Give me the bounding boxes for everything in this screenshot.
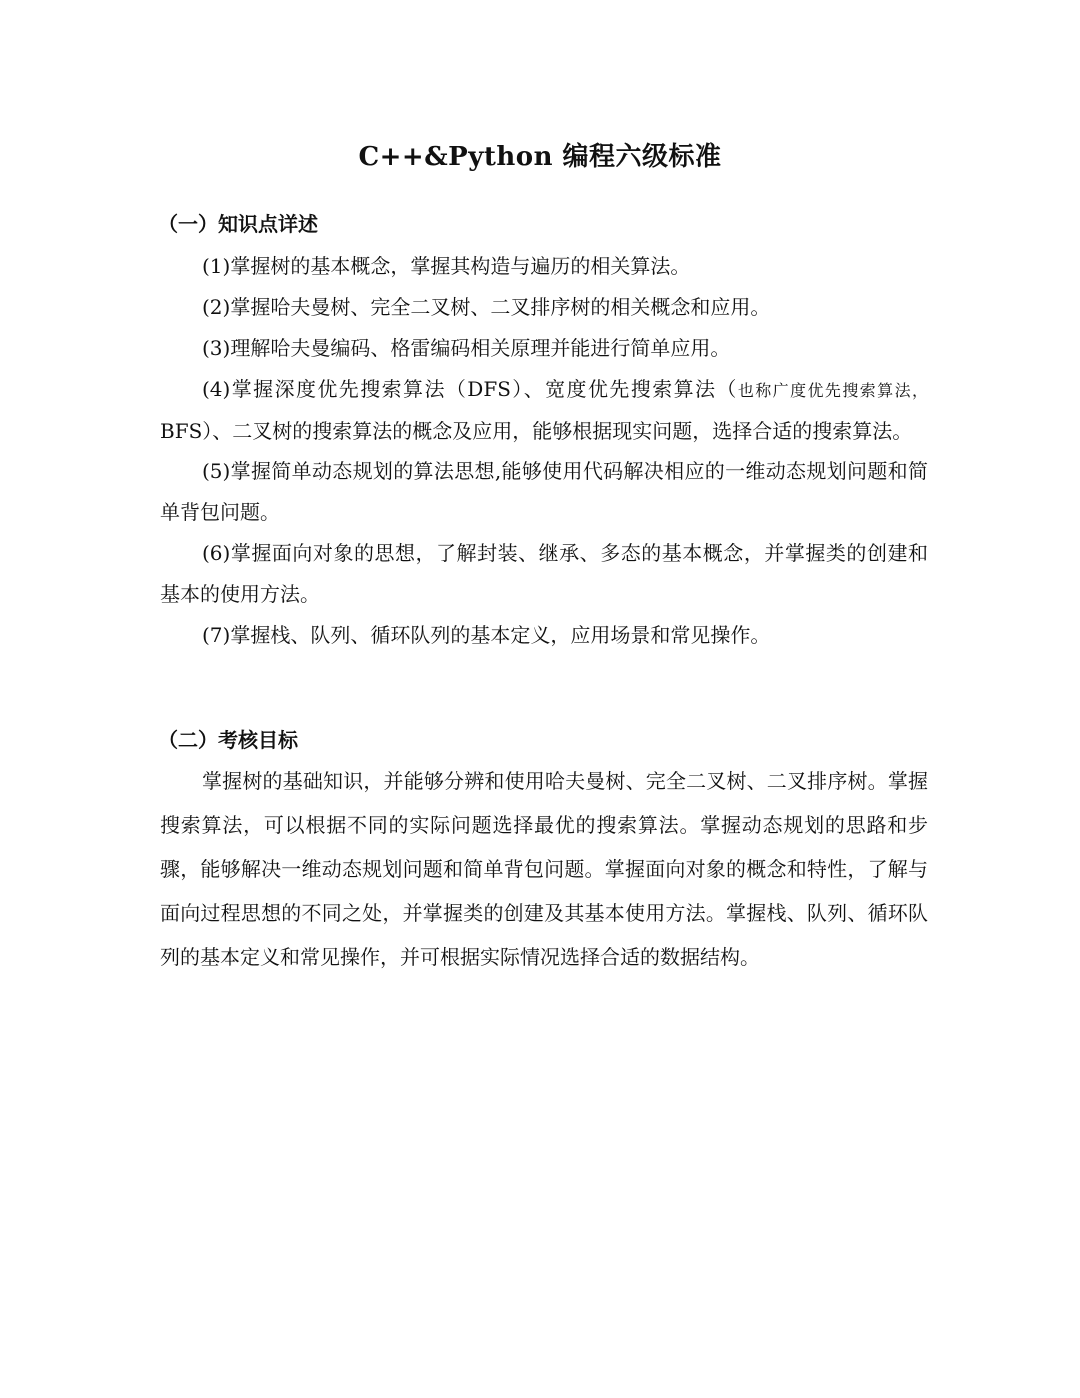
knowledge-item-7: (7)掌握栈、队列、循环队列的基本定义，应用场景和常见操作。 (202, 623, 771, 647)
knowledge-item-4-small-note: 也称广度优先搜索算法， (737, 381, 928, 400)
document-title: C++&Python 编程六级标准 (358, 142, 722, 172)
knowledge-item-4-main: (4)掌握深度优先搜索算法（DFS）、宽度优先搜索算法（ (202, 377, 738, 401)
knowledge-item-1: (1)掌握树的基本概念，掌握其构造与遍历的相关算法。 (202, 254, 691, 278)
assessment-goals-paragraph: 掌握树的基础知识，并能够分辨和使用哈夫曼树、完全二叉树、二叉排序树。掌握搜索算法，可以根据不同的实际问题选择最优的搜索算法。掌握动态规划的思路和步骤，能够解决一维动态规划问题和简单背包问题。掌握面向对象的概念和特性，了解与面向过程思想的不同之处，并掌握类的创建及其基本使用方法。掌握栈、队列、循环队列的基本定义和常见操作，并可根据实际情况选择合适的数据结构。 (160, 769, 928, 969)
section-heading-assessment-goals: （二）考核目标 (158, 728, 298, 752)
section-heading-knowledge-points: （一）知识点详述 (158, 212, 318, 236)
knowledge-item-4-rest: BFS）、二叉树的搜索算法的概念及应用，能够根据现实问题，选择合适的搜索算法。 (160, 419, 913, 443)
knowledge-item-4 (160, 369, 928, 452)
knowledge-item-3: (3)理解哈夫曼编码、格雷编码相关原理并能进行简单应用。 (202, 336, 731, 360)
knowledge-item-6: (6)掌握面向对象的思想，了解封装、继承、多态的基本概念，并掌握类的创建和基本的使用方法。 (160, 541, 928, 606)
knowledge-item-2: (2)掌握哈夫曼树、完全二叉树、二叉排序树的相关概念和应用。 (202, 295, 771, 319)
knowledge-item-5: (5)掌握简单动态规划的算法思想,能够使用代码解决相应的一维动态规划问题和简单背包问题。 (160, 459, 928, 524)
